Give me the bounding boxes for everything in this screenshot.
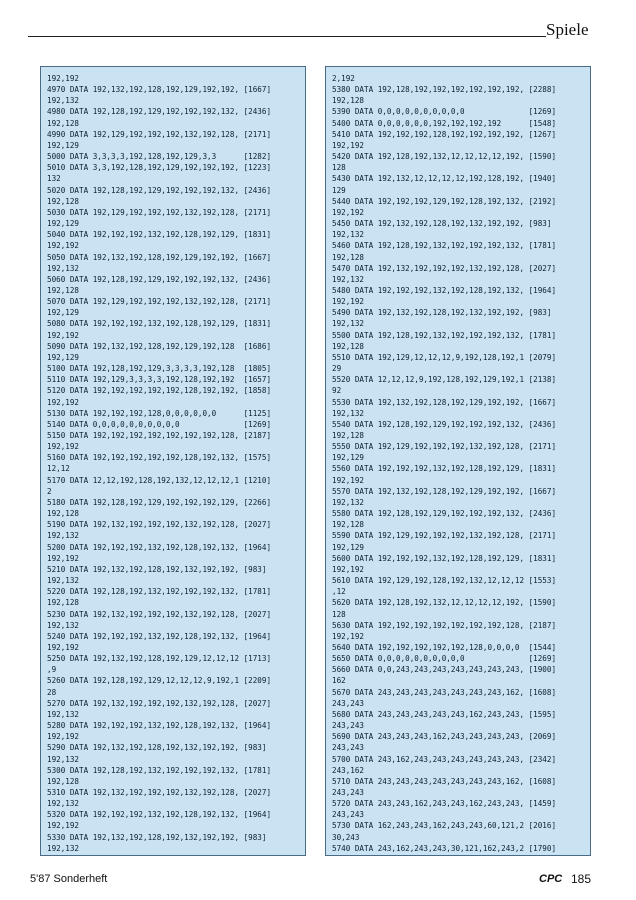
- listing-line: 5200 DATA 192,192,192,132,192,128,192,132, [1964]: [47, 542, 272, 552]
- listing-line: [332, 854, 590, 856]
- listing-line: 192,132: [47, 531, 80, 541]
- listing-line: 5710 DATA 243,243,243,243,243,243,243,162, [1608]: [332, 776, 557, 786]
- listing-line: 192,128: [47, 776, 80, 786]
- listing-line: 192,192: [332, 631, 365, 641]
- listing-line: ,12: [332, 587, 346, 597]
- page-number: 185: [571, 872, 592, 886]
- listing-line: 5230 DATA 192,132,192,192,192,132,192,128, [2027]: [47, 609, 272, 619]
- listing-line: 192,129: [47, 140, 80, 150]
- listing-line: 243,243: [332, 810, 365, 820]
- listing-line: 5310 DATA 192,132,192,192,192,132,192,128, [2027]: [47, 788, 272, 797]
- listing-line: 5210 DATA 192,132,192,128,192,132,192,192, [983]: [47, 564, 267, 574]
- header-rule: [28, 36, 546, 37]
- listing-line: 5020 DATA 192,128,192,129,192,192,192,132, [2436]: [47, 185, 272, 195]
- listing-line: 5420 DATA 192,128,192,132,12,12,12,12,192, [1590]: [332, 152, 557, 162]
- listing-line: 5470 DATA 192,132,192,192,192,132,192,128, [2027]: [332, 263, 557, 273]
- listing-line: 4970 DATA 192,132,192,128,192,129,192,192, [1667]: [47, 85, 272, 95]
- listing-line: 5430 DATA 192,132,12,12,12,12,192,128,192, [1940]: [332, 174, 557, 184]
- listing-line: 192,132: [332, 274, 365, 284]
- listing-line: 192,192: [47, 330, 80, 340]
- listing-line: 5590 DATA 192,129,192,192,192,132,192,128, [2171]: [332, 531, 557, 541]
- listing-line: 5650 DATA 0,0,0,0,0,0,0,0,0,0 [1269]: [332, 654, 557, 664]
- issue-label: 5'87 Sonderheft: [30, 873, 108, 885]
- listing-line: 243,243: [332, 721, 365, 731]
- listing-line: 5070 DATA 192,129,192,192,192,132,192,128, [2171]: [47, 297, 272, 307]
- listing-line: 5240 DATA 192,192,192,132,192,128,192,132, [1964]: [47, 631, 272, 641]
- listing-line: 5220 DATA 192,128,192,132,192,192,192,132, [1781]: [47, 587, 272, 597]
- listing-line: 5540 DATA 192,128,192,129,192,192,192,132, [2436]: [332, 419, 557, 429]
- listing-line: 5520 DATA 12,12,12,9,192,128,192,129,192,1 [2138]: [332, 375, 557, 385]
- listing-line: 5000 DATA 3,3,3,3,192,128,192,129,3,3 [1282]: [47, 152, 272, 162]
- magazine-logo: CPC: [539, 873, 563, 885]
- listing-line: 5090 DATA 192,132,192,128,192,129,192,128 [1686]: [47, 341, 272, 351]
- listing-line: 192,192: [47, 821, 80, 831]
- listing-line: 5320 DATA 192,192,192,132,192,128,192,132, [1964]: [47, 810, 272, 820]
- listing-line: 5740 DATA 243,162,243,243,30,121,162,243,2 [1790]: [332, 843, 557, 853]
- listing-line: 5150 DATA 192,192,192,192,192,192,192,128, [2187]: [47, 431, 272, 440]
- listing-line: 192,132: [47, 709, 80, 719]
- listing-line: 192,132: [47, 754, 80, 764]
- listing-line: 192,128: [47, 285, 80, 295]
- listing-line: 243,243: [332, 698, 365, 708]
- listing-line: 5330 DATA 192,132,192,128,192,132,192,192, [983]: [47, 832, 267, 842]
- listing-line: 5050 DATA 192,132,192,128,192,129,192,192, [1667]: [47, 252, 272, 262]
- listing-line: 192,192: [47, 442, 80, 452]
- listing-line: 5110 DATA 192,129,3,3,3,3,192,128,192,192 [1657]: [47, 375, 272, 385]
- listing-line: 5630 DATA 192,192,192,192,192,192,192,128, [2187]: [332, 620, 557, 630]
- listing-line: 5660 DATA 0,0,243,243,243,243,243,243,243, [1900]: [332, 665, 557, 675]
- listing-line: 243,243: [332, 743, 365, 753]
- listing-line: 5290 DATA 192,132,192,128,192,132,192,192, [983]: [47, 743, 267, 753]
- listing-line: 5010 DATA 3,3,192,128,192,129,192,192,192, [1223]: [47, 163, 272, 173]
- listing-line: 192,192: [47, 74, 80, 83]
- listing-line: 192,128: [47, 598, 80, 608]
- listing-line: 192,128: [332, 431, 365, 440]
- listing-line: 192,192: [332, 297, 365, 307]
- listing-line: 192,132: [47, 799, 80, 809]
- listing-line: 5600 DATA 192,192,192,132,192,128,192,129, [1831]: [332, 553, 557, 563]
- listing-line: 2,192: [332, 74, 355, 83]
- listing-line: 5550 DATA 192,129,192,192,192,132,192,128, [2171]: [332, 442, 557, 452]
- listing-line: 5680 DATA 243,243,243,243,243,162,243,243, [1595]: [332, 709, 557, 719]
- listing-line: 5270 DATA 192,132,192,192,192,132,192,128, [2027]: [47, 698, 272, 708]
- listing-line: 4990 DATA 192,129,192,192,192,132,192,128, [2171]: [47, 129, 272, 139]
- listing-line: 5280 DATA 192,192,192,132,192,128,192,132, [1964]: [47, 721, 272, 731]
- listing-line: 129: [332, 185, 346, 195]
- listing-line: 5450 DATA 192,132,192,128,192,132,192,192, [983]: [332, 219, 552, 229]
- listing-line: 5690 DATA 243,243,243,162,243,243,243,243, [2069]: [332, 732, 557, 742]
- listing-line: 5380 DATA 192,128,192,192,192,192,192,192, [2288]: [332, 85, 557, 95]
- listing-line: 192,192: [47, 397, 80, 407]
- listing-line: 192,128: [332, 96, 365, 106]
- listing-line: [47, 854, 305, 856]
- listing-line: 192,128: [47, 196, 80, 206]
- listing-line: 192,192: [332, 207, 365, 217]
- listing-line: 30,243: [332, 832, 360, 842]
- listing-line: 192,128: [332, 520, 365, 530]
- listing-line: 5040 DATA 192,192,192,132,192,128,192,129, [1831]: [47, 230, 272, 240]
- listing-line: 192,128: [332, 341, 365, 351]
- listing-line: 192,132: [332, 319, 365, 329]
- listing-line: 5410 DATA 192,192,192,128,192,192,192,192, [1267]: [332, 129, 557, 139]
- listing-line: 5610 DATA 192,129,192,128,192,132,12,12,12 [1553]: [332, 576, 557, 586]
- listing-line: 28: [47, 687, 57, 697]
- listing-line: 5060 DATA 192,128,192,129,192,192,192,132, [2436]: [47, 274, 272, 284]
- listing-line: 5120 DATA 192,192,192,192,192,128,192,192, [1858]: [47, 386, 272, 396]
- listing-line: 5400 DATA 0,0,0,0,0,0,192,192,192,192 [1548]: [332, 118, 557, 128]
- listing-line: 5260 DATA 192,128,192,129,12,12,12,9,192,1 [2209]: [47, 676, 272, 686]
- listing-line: 5080 DATA 192,192,192,132,192,128,192,129, [1831]: [47, 319, 272, 329]
- listing-line: 128: [332, 163, 346, 173]
- listing-line: 192,132: [332, 497, 365, 507]
- listing-line: 5480 DATA 192,192,192,132,192,128,192,132, [1964]: [332, 285, 557, 295]
- listing-line: 192,128: [47, 509, 80, 519]
- listing-line: 5440 DATA 192,192,192,129,192,128,192,132, [2192]: [332, 196, 557, 206]
- listing-line: 5190 DATA 192,132,192,192,192,132,192,128, [2027]: [47, 520, 272, 530]
- listing-line: 243,162: [332, 765, 365, 775]
- listing-line: 192,192: [332, 475, 365, 485]
- listing-line: 192,129: [332, 453, 365, 463]
- listing-line: 192,192: [47, 241, 80, 251]
- listing-line: 12,12: [47, 464, 70, 474]
- listing-line: 5500 DATA 192,128,192,132,192,192,192,132, [1781]: [332, 330, 557, 340]
- listing-line: 132: [47, 174, 61, 184]
- listing-line: 5570 DATA 192,132,192,128,192,129,192,192, [1667]: [332, 486, 557, 496]
- listing-line: 5130 DATA 192,192,192,128,0,0,0,0,0,0 [1125]: [47, 408, 272, 418]
- listing-line: 5720 DATA 243,243,162,243,243,162,243,243, [1459]: [332, 799, 557, 809]
- listing-line: 5030 DATA 192,129,192,192,192,132,192,128, [2171]: [47, 207, 272, 217]
- listing-line: 192,128: [47, 118, 80, 128]
- listing-line: 192,132: [47, 843, 80, 853]
- listing-line: 192,129: [47, 308, 80, 318]
- listing-line: 192,192: [47, 642, 80, 652]
- listing-line: 162: [332, 676, 346, 686]
- listing-line: ,9: [47, 665, 57, 675]
- listing-line: 5460 DATA 192,128,192,132,192,192,192,132, [1781]: [332, 241, 557, 251]
- listing-line: 5560 DATA 192,192,192,132,192,128,192,129, [1831]: [332, 464, 557, 474]
- listing-line: 192,192: [332, 564, 365, 574]
- listing-line: 5180 DATA 192,128,192,129,192,192,192,129, [2266]: [47, 497, 272, 507]
- listing-line: 192,132: [332, 408, 365, 418]
- listing-line: 5700 DATA 243,162,243,243,243,243,243,243, [2342]: [332, 754, 557, 764]
- listing-line: 5300 DATA 192,128,192,132,192,192,192,132, [1781]: [47, 765, 272, 775]
- listing-line: 5140 DATA 0,0,0,0,0,0,0,0,0,0 [1269]: [47, 419, 272, 429]
- listing-line: 192,192: [332, 140, 365, 150]
- listing-line: 5530 DATA 192,132,192,128,192,129,192,192, [1667]: [332, 397, 557, 407]
- listing-line: 5160 DATA 192,192,192,192,192,128,192,132, [1575]: [47, 453, 272, 463]
- listing-line: 5730 DATA 162,243,243,162,243,243,60,121,2 [2016]: [332, 821, 557, 831]
- listing-line: 92: [332, 386, 342, 396]
- listing-line: 128: [332, 609, 346, 619]
- listing-line: 192,129: [47, 352, 80, 362]
- listing-line: 5100 DATA 192,128,192,129,3,3,3,3,192,128 [1805]: [47, 364, 272, 374]
- listing-line: 192,192: [47, 732, 80, 742]
- listing-line: 29: [332, 364, 342, 374]
- listing-column-left: [40, 66, 306, 856]
- listing-line: 192,132: [47, 96, 80, 106]
- listing-line: 192,192: [47, 553, 80, 563]
- listing-line: 5640 DATA 192,192,192,192,192,128,0,0,0,0 [1544]: [332, 642, 557, 652]
- listing-line: 5510 DATA 192,129,12,12,12,9,192,128,192,1 [2079]: [332, 352, 557, 362]
- listing-line: 192,132: [332, 230, 365, 240]
- listing-line: 5250 DATA 192,132,192,128,192,129,12,12,12 [1713]: [47, 654, 272, 664]
- listing-line: 192,129: [332, 542, 365, 552]
- listing-line: 5670 DATA 243,243,243,243,243,243,243,162, [1608]: [332, 687, 557, 697]
- listing-line: 192,132: [47, 620, 80, 630]
- listing-line: 5170 DATA 12,12,192,128,192,132,12,12,12,1 [1210]: [47, 475, 272, 485]
- section-title: Spiele: [546, 20, 589, 39]
- listing-line: 5490 DATA 192,132,192,128,192,132,192,192, [983]: [332, 308, 552, 318]
- listing-line: 2: [47, 486, 52, 496]
- listing-line: 192,132: [47, 263, 80, 273]
- listing-line: 5390 DATA 0,0,0,0,0,0,0,0,0,0 [1269]: [332, 107, 557, 117]
- listing-line: 192,132: [47, 576, 80, 586]
- listing-line: 192,129: [47, 219, 80, 229]
- listing-column-right: [325, 66, 591, 856]
- listing-line: 5620 DATA 192,128,192,132,12,12,12,12,192, [1590]: [332, 598, 557, 608]
- listing-line: 243,243: [332, 788, 365, 797]
- listing-line: 5580 DATA 192,128,192,129,192,192,192,132, [2436]: [332, 509, 557, 519]
- listing-line: 4980 DATA 192,128,192,129,192,192,192,132, [2436]: [47, 107, 272, 117]
- listing-line: 192,128: [332, 252, 365, 262]
